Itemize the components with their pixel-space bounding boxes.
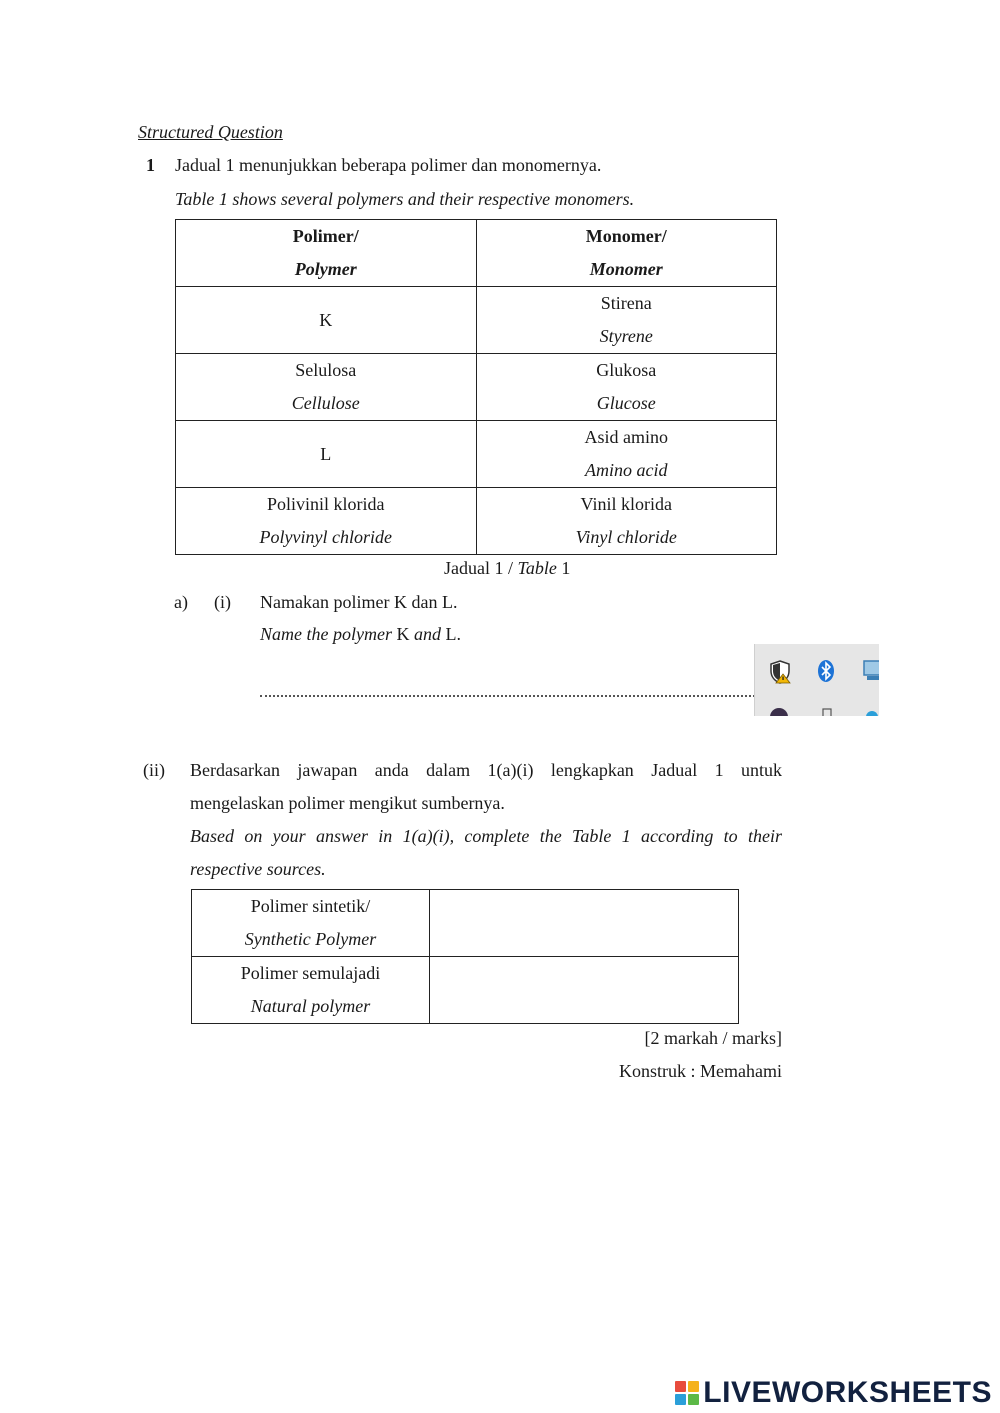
monomer-cell: Asid amino Amino acid xyxy=(476,421,777,488)
table-row xyxy=(176,421,777,488)
section-heading: Structured Question xyxy=(138,122,283,142)
question-number: 1 xyxy=(146,155,155,175)
natural-polymer-label: Polimer semulajadi Natural polymer xyxy=(192,957,430,1024)
part-ii-line-3: Based on your answer in 1(a)(i), complete the Table 1 according to their xyxy=(190,826,782,846)
synthetic-polymer-answer-cell[interactable] xyxy=(430,890,739,957)
monomer-cell: Vinil klorida Vinyl chloride xyxy=(476,488,777,555)
polymer-cell: L xyxy=(176,421,477,488)
part-ii-line-1: Berdasarkan jawapan anda dalam 1(a)(i) lengkapkan Jadual 1 untuk xyxy=(190,760,782,780)
part-a-sub-label: (i) xyxy=(214,592,231,612)
polymer-monomer-table xyxy=(175,219,777,555)
brand-name: LIVEWORKSHEETS xyxy=(703,1376,992,1409)
table-header-row xyxy=(176,220,777,287)
header-monomer: Monomer/ Monomer xyxy=(476,220,777,287)
construct-label: Konstruk : Memahami xyxy=(619,1061,782,1081)
part-ii-line-2: mengelaskan polimer mengikut sumbernya. xyxy=(190,793,505,813)
monomer-cell: Stirena Styrene xyxy=(476,287,777,354)
answer-input-a-i[interactable] xyxy=(262,672,754,696)
liveworksheets-logo xyxy=(675,1376,992,1410)
monomer-cell: Glukosa Glucose xyxy=(476,354,777,421)
question-intro-ms: Jadual 1 menunjukkan beberapa polimer dan monomernya. xyxy=(175,155,602,175)
network-icon[interactable] xyxy=(863,660,879,687)
security-shield-icon[interactable] xyxy=(769,660,791,689)
polymer-cell: K xyxy=(176,287,477,354)
table-row xyxy=(176,488,777,555)
polymer-source-table xyxy=(191,889,739,1024)
part-a-text-ms: Namakan polimer K dan L. xyxy=(260,592,458,612)
question-intro-en: Table 1 shows several polymers and their respective monomers. xyxy=(175,189,635,209)
polymer-cell: Polivinil klorida Polyvinyl chloride xyxy=(176,488,477,555)
cloud-icon[interactable] xyxy=(865,706,879,716)
synthetic-polymer-label: Polimer sintetik/ Synthetic Polymer xyxy=(192,890,430,957)
device-icon[interactable] xyxy=(821,706,833,716)
bluetooth-icon[interactable] xyxy=(818,659,834,688)
polymer-cell: Selulosa Cellulose xyxy=(176,354,477,421)
logo-squares-icon xyxy=(675,1381,699,1405)
part-a-label: a) xyxy=(174,592,188,612)
marks-label: [2 markah / marks] xyxy=(644,1028,782,1048)
part-a-text-en: Name the polymer K and L. xyxy=(260,624,461,644)
part-ii-label: (ii) xyxy=(143,760,165,780)
table-row xyxy=(192,957,739,1024)
table-row xyxy=(192,890,739,957)
table-row xyxy=(176,287,777,354)
natural-polymer-answer-cell[interactable] xyxy=(430,957,739,1024)
table-caption: Jadual 1 / Table 1 xyxy=(444,558,571,578)
system-tray-overlay xyxy=(754,644,879,716)
table-row xyxy=(176,354,777,421)
part-ii-line-4: respective sources. xyxy=(190,859,326,879)
header-polymer: Polimer/ Polymer xyxy=(176,220,477,287)
app-icon[interactable] xyxy=(767,706,791,716)
